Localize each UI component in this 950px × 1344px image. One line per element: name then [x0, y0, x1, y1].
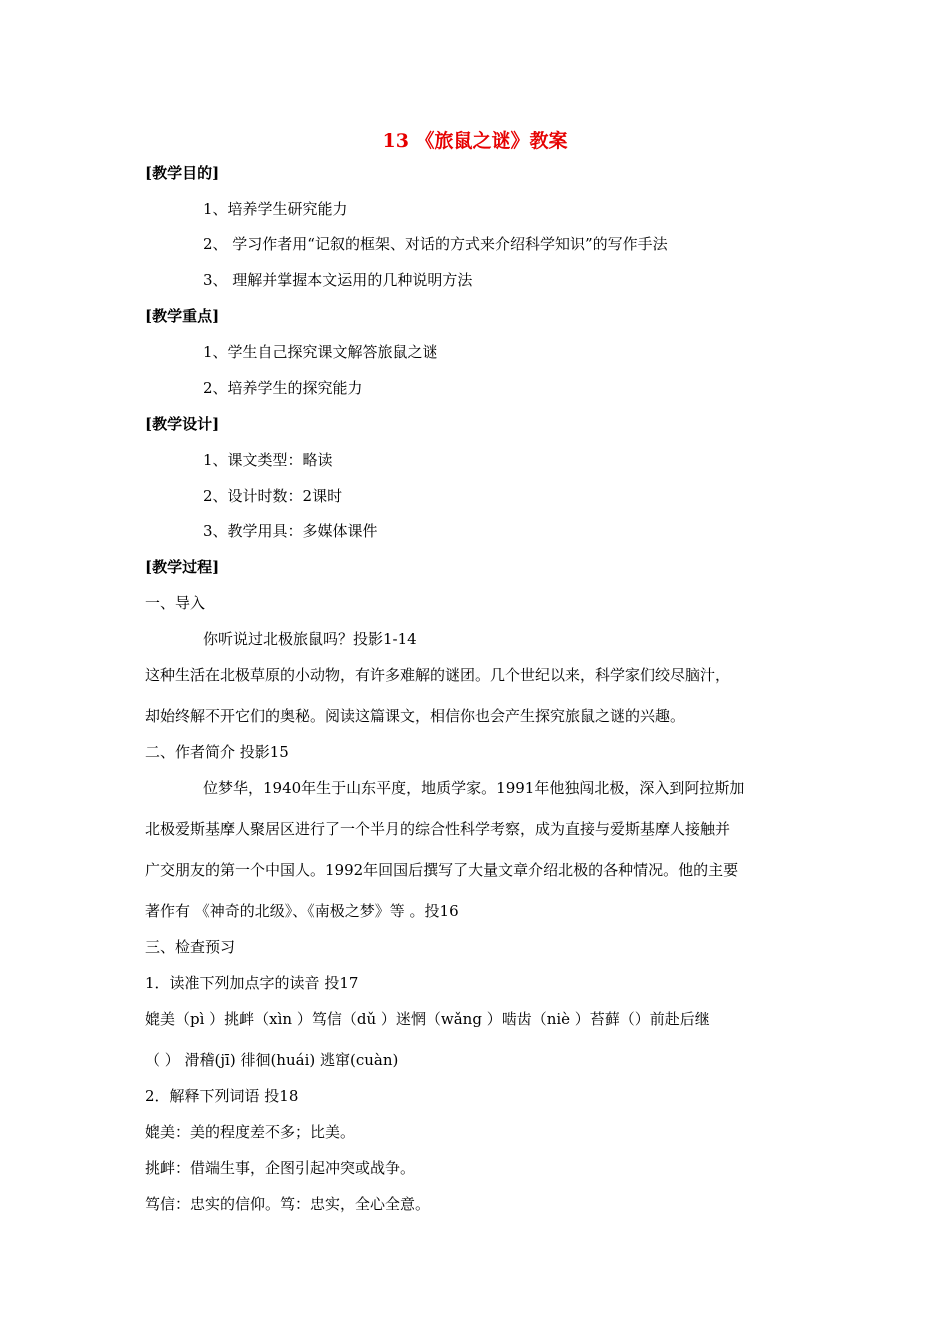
process-line: （ ） 滑稽(jī) 徘徊(huái) 逃窜(cuàn)	[145, 1051, 399, 1069]
process-line: 你听说过北极旅鼠吗？投影1-14	[203, 630, 417, 648]
goal-item: 1、培养学生研究能力	[203, 200, 348, 218]
design-item: 1、课文类型：略读	[203, 451, 333, 469]
heading-goals: [教学目的]	[145, 164, 220, 182]
goal-item: 2、 学习作者用“记叙的框架、对话的方式来介绍科学知识”的写作手法	[203, 235, 668, 253]
goal-item: 3、 理解并掌握本文运用的几种说明方法	[203, 271, 473, 289]
process-line: 媲美：美的程度差不多；比美。	[145, 1123, 356, 1141]
page-title: 13 《旅鼠之谜》教案	[382, 130, 568, 152]
process-line: 笃信：忠实的信仰。笃：忠实，全心全意。	[145, 1195, 431, 1213]
process-line: 三、检查预习	[145, 938, 236, 956]
process-line: 位梦华，1940年生于山东平度，地质学家。1991年他独闯北极，深入到阿拉斯加	[203, 779, 745, 797]
process-line: 挑衅：借端生事，企图引起冲突或战争。	[145, 1159, 416, 1177]
process-line: 北极爱斯基摩人聚居区进行了一个半月的综合性科学考察，成为直接与爱斯基摩人接触并	[145, 820, 731, 838]
process-line: 2．解释下列词语 投18	[145, 1087, 299, 1105]
keypoint-item: 1、学生自己探究课文解答旅鼠之谜	[203, 343, 438, 361]
keypoint-item: 2、培养学生的探究能力	[203, 379, 363, 397]
process-line: 一、导入	[145, 594, 206, 612]
process-line: 1．读准下列加点字的读音 投17	[145, 974, 359, 992]
process-line: 这种生活在北极草原的小动物，有许多难解的谜团。几个世纪以来，科学家们绞尽脑汁，	[145, 666, 731, 684]
design-item: 3、教学用具：多媒体课件	[203, 522, 378, 540]
design-item: 2、设计时数：2课时	[203, 487, 343, 505]
process-line: 媲美（pì ）挑衅（xìn ）笃信（dǔ ）迷惘（wǎng ）啮齿（niè ）苔藓（）前赴后继	[145, 1010, 710, 1028]
process-line: 著作有 《神奇的北级》、《南极之梦》等 。投16	[145, 902, 459, 920]
heading-process: [教学过程]	[145, 558, 220, 576]
process-line: 却始终解不开它们的奥秘。阅读这篇课文，相信你也会产生探究旅鼠之谜的兴趣。	[145, 707, 686, 725]
heading-design: [教学设计]	[145, 415, 220, 433]
heading-keypoints: [教学重点]	[145, 307, 220, 325]
process-line: 广交朋友的第一个中国人。1992年回国后撰写了大量文章介绍北极的各种情况。他的主要	[145, 861, 739, 879]
process-line: 二、作者简介 投影15	[145, 743, 289, 761]
